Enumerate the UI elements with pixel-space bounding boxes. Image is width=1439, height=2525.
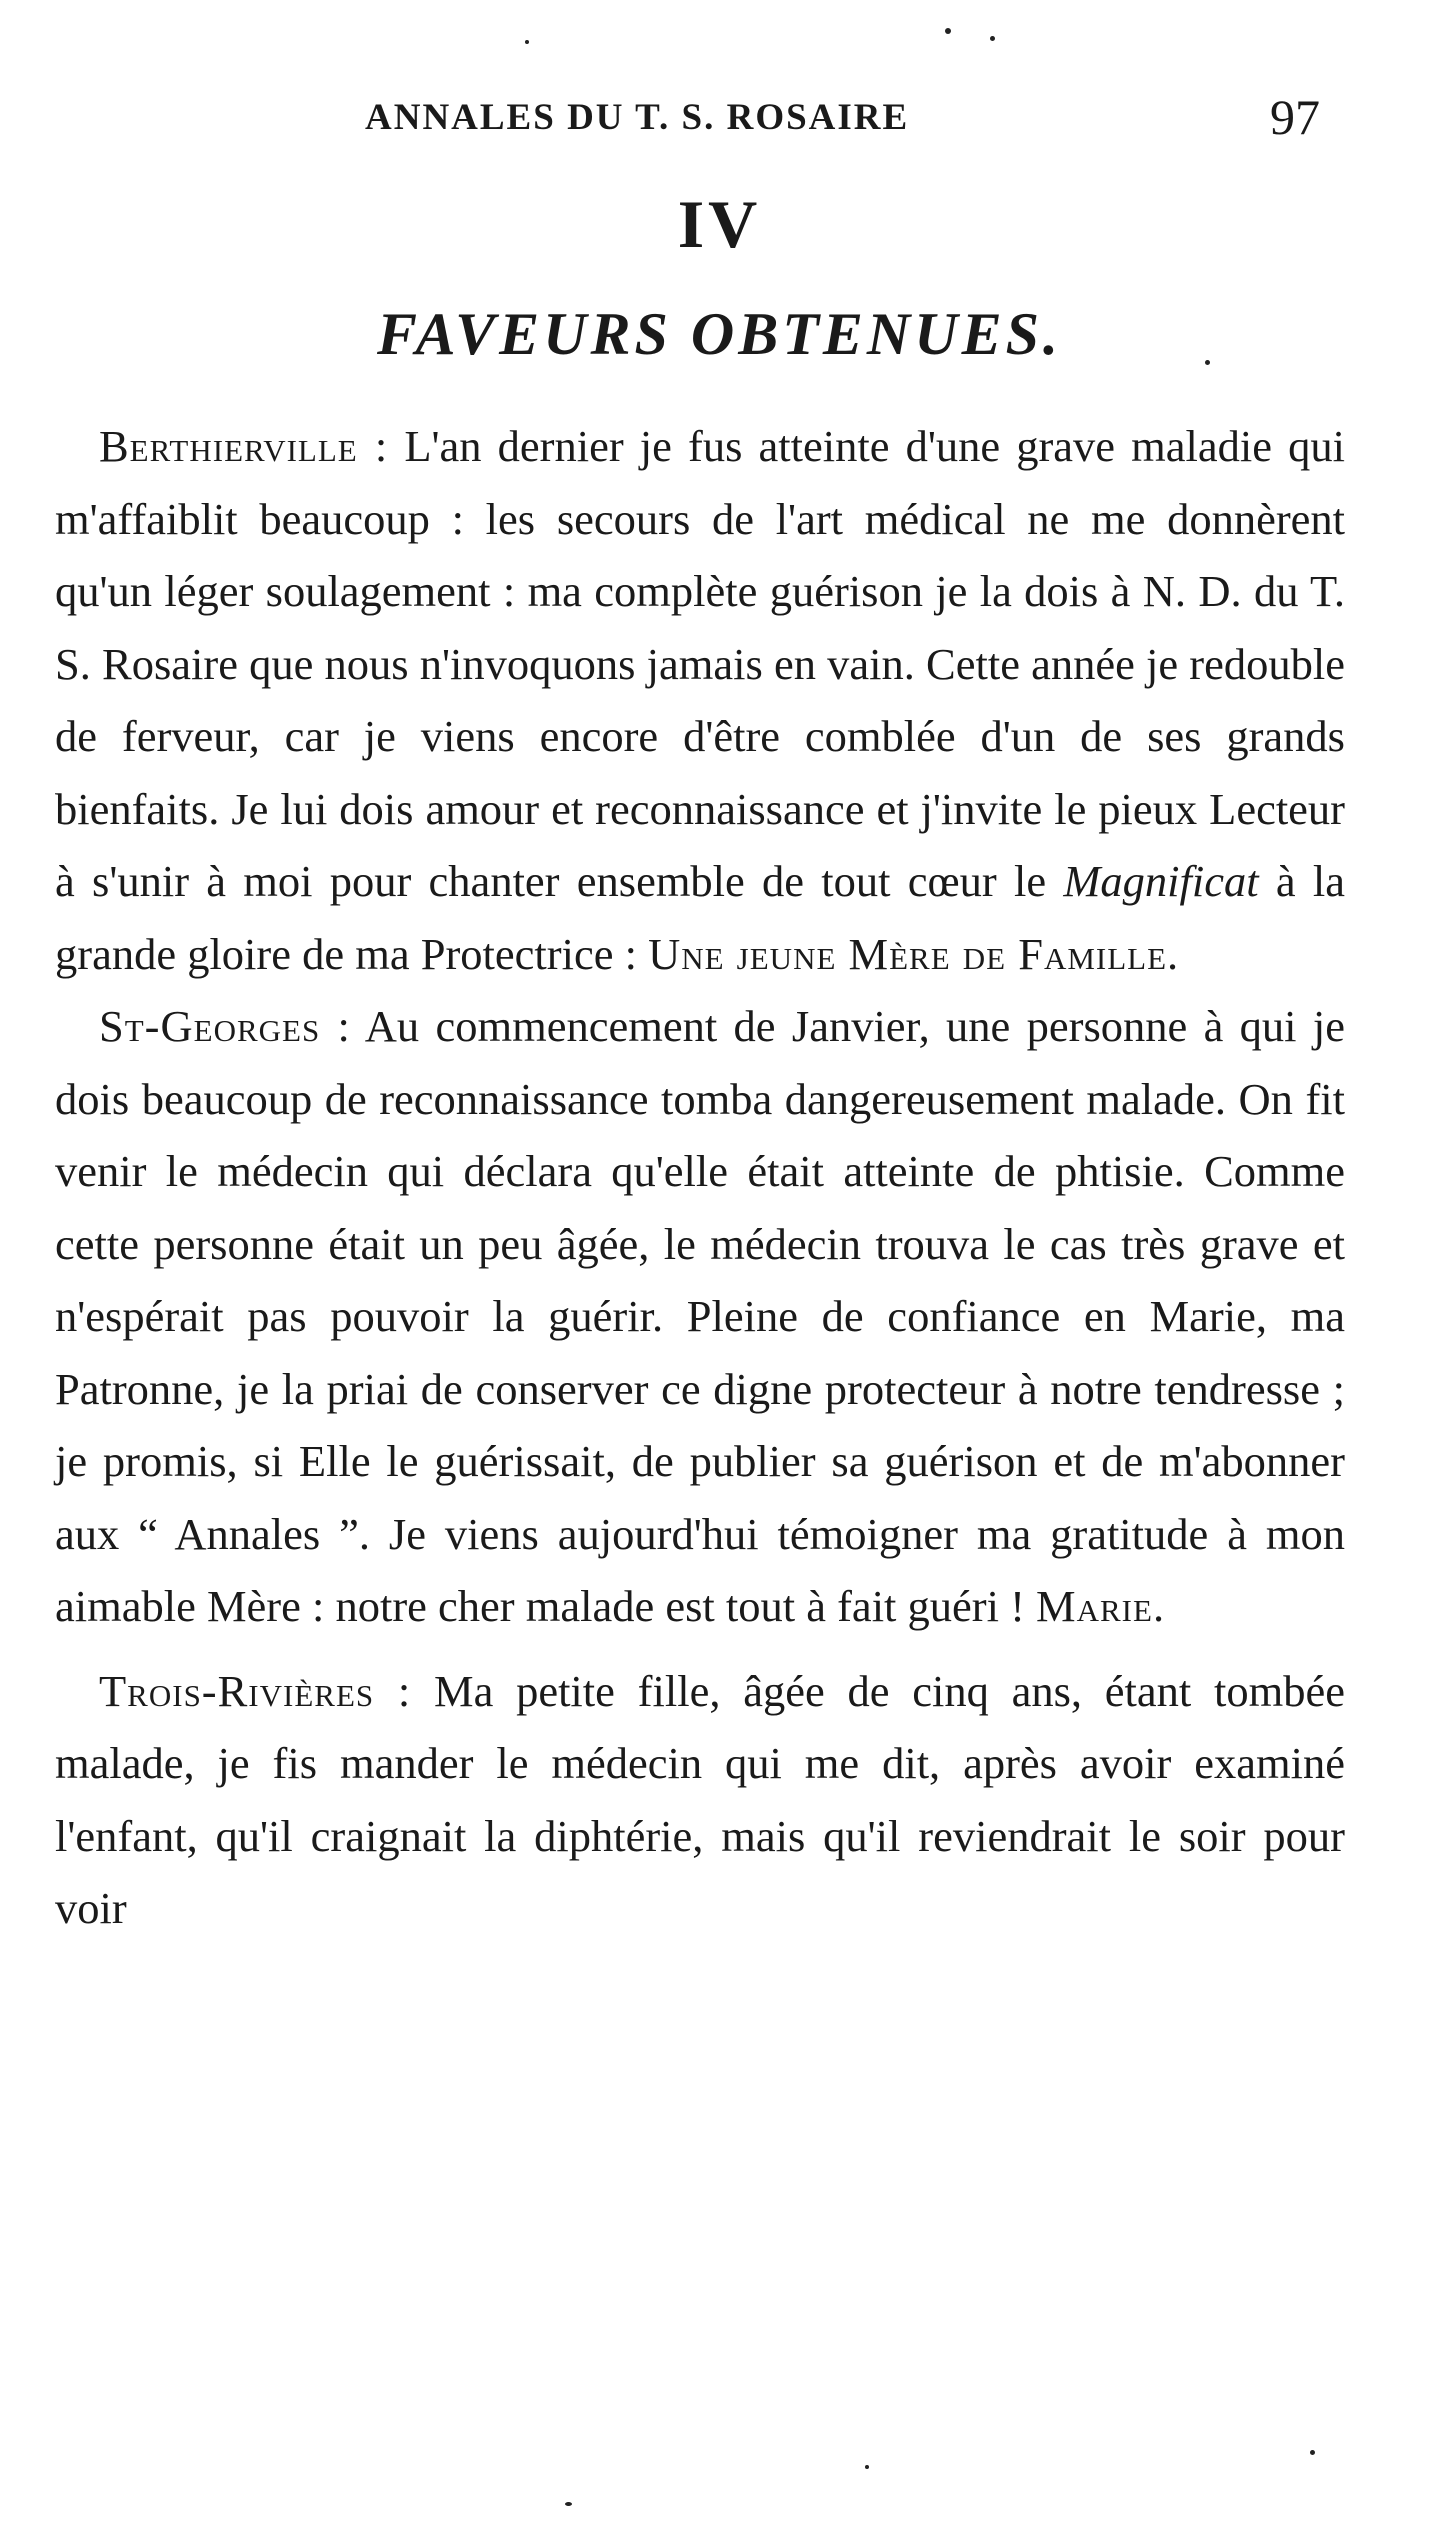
entry-text: Au commencement de Janvier, une personne à qui je dois beaucoup de reconnaissance tomba dangereusement malade. On fit venir le médecin qui déclara qu'elle était atteinte de phtisie. Comme cette personne était un peu âgée, le médecin trouva le cas très grave et n'espérait pas pouvoir la guérir. Pleine de confiance en Marie, ma Patronne, je la priai de conserver ce digne protecteur à notre tendresse ; je promis, si Elle le guérissait, de publier sa guérison et de m'abonner aux “ Annales ”. Je viens aujourd'hui témoigner ma gratitude à mon aimable Mère : notre cher malade est tout à fait guéri ! <box>55 1001 1345 1631</box>
scan-speck <box>565 2502 572 2506</box>
entry-st-georges <box>55 990 1345 1643</box>
scan-speck <box>1310 2450 1315 2455</box>
scan-speck <box>1205 360 1210 365</box>
entry-berthierville <box>55 410 1345 990</box>
body-text <box>55 410 1345 1945</box>
entry-signature: Une jeune Mère de Famille. <box>648 928 1180 979</box>
page-number: 97 <box>1270 89 1320 145</box>
entry-text-end: à la grande gloire de ma Protectrice : <box>55 856 1345 979</box>
scan-speck <box>525 40 529 44</box>
entry-text: L'an dernier je fus atteinte d'une grave maladie qui m'affaiblit beaucoup : les secours de l'art médical ne me donnèrent qu'un léger soulagement : ma complète guérison je la dois à N. D. du T. S. Rosaire que nous n'invoquons jamais en vain. Cette année je redouble de ferveur, car je viens encore d'être comblée d'un de ses grands bienfaits. Je lui dois amour et reconnaissance et j'invite le pieux Lecteur à s'unir à moi pour chanter ensemble de tout cœur le <box>55 421 1345 906</box>
entry-signature: Marie. <box>1036 1581 1166 1631</box>
entry-place: St-Georges : <box>99 1001 351 1051</box>
running-title: ANNALES DU T. S. ROSAIRE <box>365 97 910 138</box>
entry-emphasis: Magnificat <box>1063 856 1259 906</box>
scan-speck <box>990 36 995 41</box>
section-numeral: IV <box>677 186 762 262</box>
scan-speck <box>945 28 951 34</box>
entry-place: Berthierville : <box>99 421 389 471</box>
section-heading: FAVEURS OBTENUES. <box>377 301 1062 367</box>
entry-trois-rivieres <box>55 1655 1345 1945</box>
entry-text: Ma petite fille, âgée de cinq ans, étant tombée malade, je fis mander le médecin qui me dit, après avoir examiné l'enfant, qu'il craignait la diphtérie, mais qu'il reviendrait le soir pour voir <box>55 1665 1345 1933</box>
running-head <box>0 88 1439 148</box>
scan-speck <box>865 2465 869 2469</box>
entry-place: Trois-Rivières : <box>99 1665 412 1716</box>
